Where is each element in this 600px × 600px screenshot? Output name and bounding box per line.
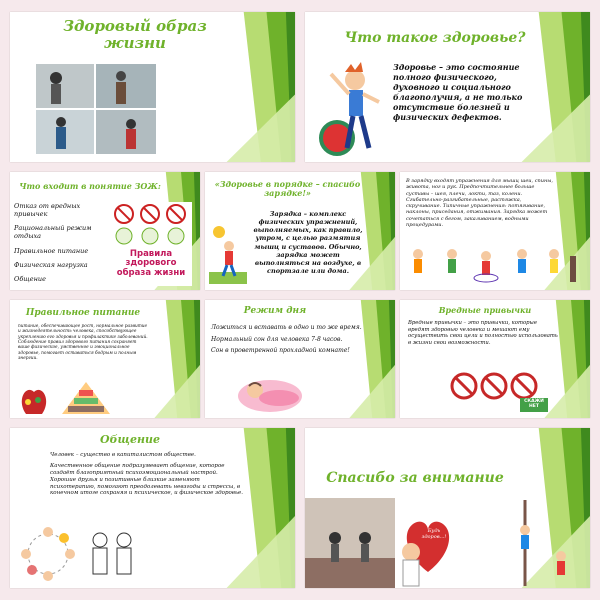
say-no-badge: СКАЖИ НЕТ (524, 399, 544, 409)
slide-title: Правильное питание (25, 308, 141, 318)
nutrition-text: питание, обеспечивающее рост, нормальное развитие и жизнедеятельность человека, способствующее укреплению его здоровья и профилактике заболеваний. Соблюдение правил здорового питания сохраняет ваше физическое, умственное и эмоциональное здоровье, помогает оставаться бодрым и полным энергии. (18, 324, 148, 362)
exercise-text: Зарядка – комплекс физических упражнений, выполняемых, как правило, утром, с целью размятия мышц и суставов. Обычно, зарядка может выполняться на воздухе, в спортзале или дома. (253, 210, 363, 275)
slide-title: Что входит в понятие ЗОЖ: (19, 181, 161, 191)
slide-8[interactable] (400, 300, 590, 418)
slide-title: «Здоровье в порядке – спасибо зарядке!» (214, 179, 361, 199)
list-item: Физическая нагрузка (14, 260, 88, 269)
list-item: Человек – существо в капиталистом обществе. (50, 452, 196, 458)
slide-4[interactable] (205, 172, 395, 290)
children-circle-illustration (18, 524, 78, 584)
food-pyramid-illustration (16, 380, 136, 416)
no-smoking-drinking-signs (450, 368, 550, 414)
communication-text (50, 452, 245, 497)
slide-10[interactable] (305, 428, 590, 588)
routine-line: Нормальный сон для человека 7-8 часов. (211, 335, 343, 343)
kids-exercise-illustration (209, 224, 247, 284)
zozh-list (14, 202, 109, 283)
bad-habits-text: Вредные привычки – это привычки, которые вредят здоровью человека и мешают ему осуществить свои цели и полностью использовать в жизни свои возможности. (408, 320, 558, 346)
exercise-details-text: В зарядку входят упражнения для мышц шеи, спины, живота, ног и рук. Предпочтительнее больше суставы – шея, плечи, локти, таз, колени. Сгибательно-разгибательные, растяжка, скручивание. Типичные упражнения: потягивание, наклоны, приседания, отжимания. Зарядка может сочетаться с бегом, закаливанием, водными процедурами. (406, 178, 553, 228)
slide-title: Что такое здоровье? (344, 30, 526, 46)
doctor-heart-illustration (397, 502, 459, 588)
gym-photo (305, 498, 395, 588)
kids-playground-illustration (505, 500, 587, 586)
slide-2[interactable] (305, 12, 590, 162)
slide-6[interactable] (10, 300, 200, 418)
poster-title: Правила здорового образа жизни (116, 249, 186, 278)
definition-text: Здоровье – это состояние полного физического, духовного и социального благополучия, а не только отсутствие болезней и физических дефектов. (393, 62, 523, 122)
slide-title: Спасибо за внимание (326, 470, 504, 486)
healthy-rules-poster (110, 202, 192, 286)
slide-title: Вредные привычки (438, 305, 532, 315)
list-item: Правильное питание (14, 246, 89, 255)
kids-sports-illustration (404, 246, 584, 286)
routine-line: Ложиться и вставать в одно и то же время. (211, 324, 362, 331)
friends-talking-illustration (84, 528, 140, 584)
daily-routine-text (211, 324, 371, 355)
slide-title: Общение (99, 433, 161, 446)
heart-text: Будь здоров...! (421, 528, 447, 540)
list-item: Качественное общение подразумевает общение, которое создаёт благоприятный психоэмоциональный настрой. Хорошие друзья и позитивные близкие заменяют психотерапию, помогают преодолевать невзгоды и стрессы, в конечном итоге сохраняя и психическое, и физическое здоровье. (50, 462, 244, 497)
slide-1[interactable] (10, 12, 295, 162)
slide-5[interactable] (400, 172, 590, 290)
list-item: Рациональный режим отдыха (14, 224, 92, 241)
sports-photo-collage (36, 64, 156, 154)
exercising-boy-illustration (317, 60, 387, 160)
slide-3[interactable] (10, 172, 200, 290)
slide-9[interactable] (10, 428, 295, 588)
sleeping-child-illustration (235, 372, 305, 414)
list-item: Общение (14, 274, 46, 283)
list-item: Отказ от вредных привычек (14, 202, 81, 219)
slide-title: Режим дня (243, 306, 307, 316)
green-decoration (319, 300, 395, 418)
slide-7[interactable] (205, 300, 395, 418)
routine-line: Сон в проветренной прохладной комнате! (211, 347, 350, 354)
slide-title: Здоровый образ жизни (63, 17, 207, 53)
